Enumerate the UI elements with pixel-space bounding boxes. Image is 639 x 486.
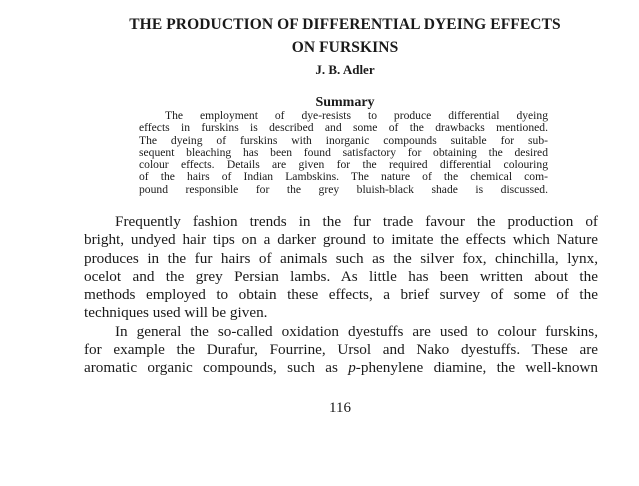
- body-line: produces in the fur hairs of animals such as the silver fox, chinchilla, lynx,: [84, 249, 598, 267]
- body-line: Frequently fashion trends in the fur trade favour the production of: [115, 213, 598, 230]
- page-number: 116: [329, 400, 351, 416]
- body-line: for example the Durafur, Fourrine, Ursol and Nako dyestuffs. These are: [84, 341, 598, 359]
- body-line: methods employed to obtain these effects, a brief survey of some of the: [84, 286, 598, 304]
- summary-line: The dyeing of furskins with inorganic compounds suitable for sub-: [139, 133, 548, 147]
- article-title-line-2: ON FURSKINS: [291, 39, 399, 56]
- article-title-line-1: THE PRODUCTION OF DIFFERENTIAL DYEING EFFECTS: [129, 16, 561, 33]
- article-author: J. B. Adler: [315, 62, 375, 77]
- body-line: [84, 359, 598, 377]
- summary-abstract: [139, 110, 548, 196]
- body-line: techniques used will be given.: [84, 304, 268, 322]
- summary-line: colour effects. Details are given for the required differential colouring: [139, 158, 548, 172]
- body-line: ocelot and the grey Persian lambs. As little has been written about the: [84, 267, 598, 285]
- summary-line: sequent bleaching has been found satisfactory for obtaining the desired: [139, 145, 548, 159]
- body-line-part: aromatic organic compounds, such as: [84, 359, 349, 377]
- body-line: bright, undyed hair tips on a darker ground to imitate the effects which Nature: [84, 231, 598, 249]
- body-text: [84, 213, 598, 378]
- summary-line: pound responsible for the grey bluish-black shade is discussed.: [139, 182, 548, 196]
- summary-heading: Summary: [315, 95, 375, 110]
- body-line: In general the so-called oxidation dyestuffs are used to colour furskins,: [115, 322, 598, 340]
- summary-line: of the hairs of Indian Lambskins. The nature of the chemical com-: [139, 170, 548, 184]
- summary-line: The employment of dye-resists to produce differential dyeing: [165, 109, 548, 122]
- chemical-prefix: p: [348, 359, 356, 377]
- summary-line: effects in furskins is described and some of the drawbacks mentioned.: [139, 121, 548, 135]
- body-line-part: -phenylene diamine, the well-known: [355, 359, 598, 377]
